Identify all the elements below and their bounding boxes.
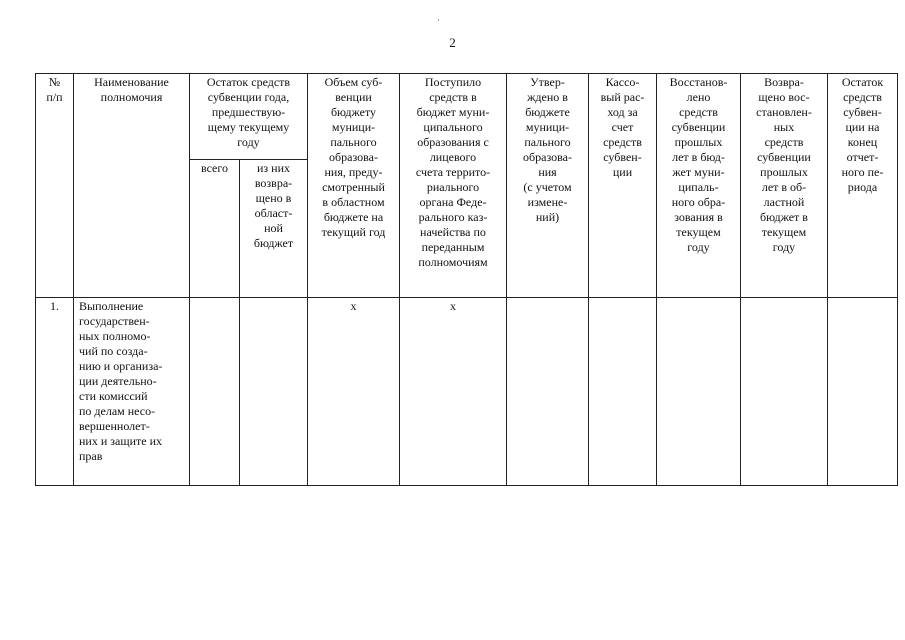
row-remainder-returned (240, 298, 308, 486)
header-remainder-returned: из них возвра- щено в област- ной бюджет (240, 160, 308, 298)
header-name: Наименование полномочия (74, 74, 190, 298)
subvention-report-table (35, 73, 898, 486)
row-cash (589, 298, 657, 486)
row-name: Выполнение государствен- ных полномо- чий по созда- нию и организа- ции деятельно- сти комиссий по делам несо- вершеннолет- них и защите их прав (74, 298, 190, 486)
row-num: 1. (36, 298, 74, 486)
header-remainder-group: Остаток средств субвенции года, предшествую- щему текущему году (190, 74, 308, 160)
row-approved (507, 298, 589, 486)
header-remainder-total: всего (190, 160, 240, 298)
row-restored (657, 298, 741, 486)
row-remainder-total (190, 298, 240, 486)
scan-mark (438, 19, 439, 21)
page-number: 2 (449, 35, 456, 50)
header-cash: Кассо- вый рас- ход за счет средств субвен- ции (589, 74, 657, 298)
row-returned (741, 298, 828, 486)
header-approved: Утвер- ждено в бюджете муници- пального образова- ния (с учетом измене- ний) (507, 74, 589, 298)
header-row-1 (36, 74, 898, 160)
header-restored: Восстанов- лено средств субвенции прошлых лет в бюд- жет муни- ципаль- ного обра- зования в текущем году (657, 74, 741, 298)
header-volume: Объем суб- венции бюджету муници- пального образова- ния, преду- смотренный в областном бюджете на текущий год (308, 74, 400, 298)
header-received: Поступило средств в бюджет муни- ципального образования с лицевого счета террито- риального органа Феде- рального каз- начейства по переданным полномочиям (400, 74, 507, 298)
row-volume: x (308, 298, 400, 486)
row-end-remainder (828, 298, 898, 486)
table-row (36, 298, 898, 486)
header-end-remainder: Остаток средств субвен- ции на конец отчет- ного пе- риода (828, 74, 898, 298)
header-returned: Возвра- щено вос- становлен- ных средств субвенции прошлых лет в об- ластной бюджет в текущем году (741, 74, 828, 298)
row-received: x (400, 298, 507, 486)
header-num: № п/п (36, 74, 74, 298)
